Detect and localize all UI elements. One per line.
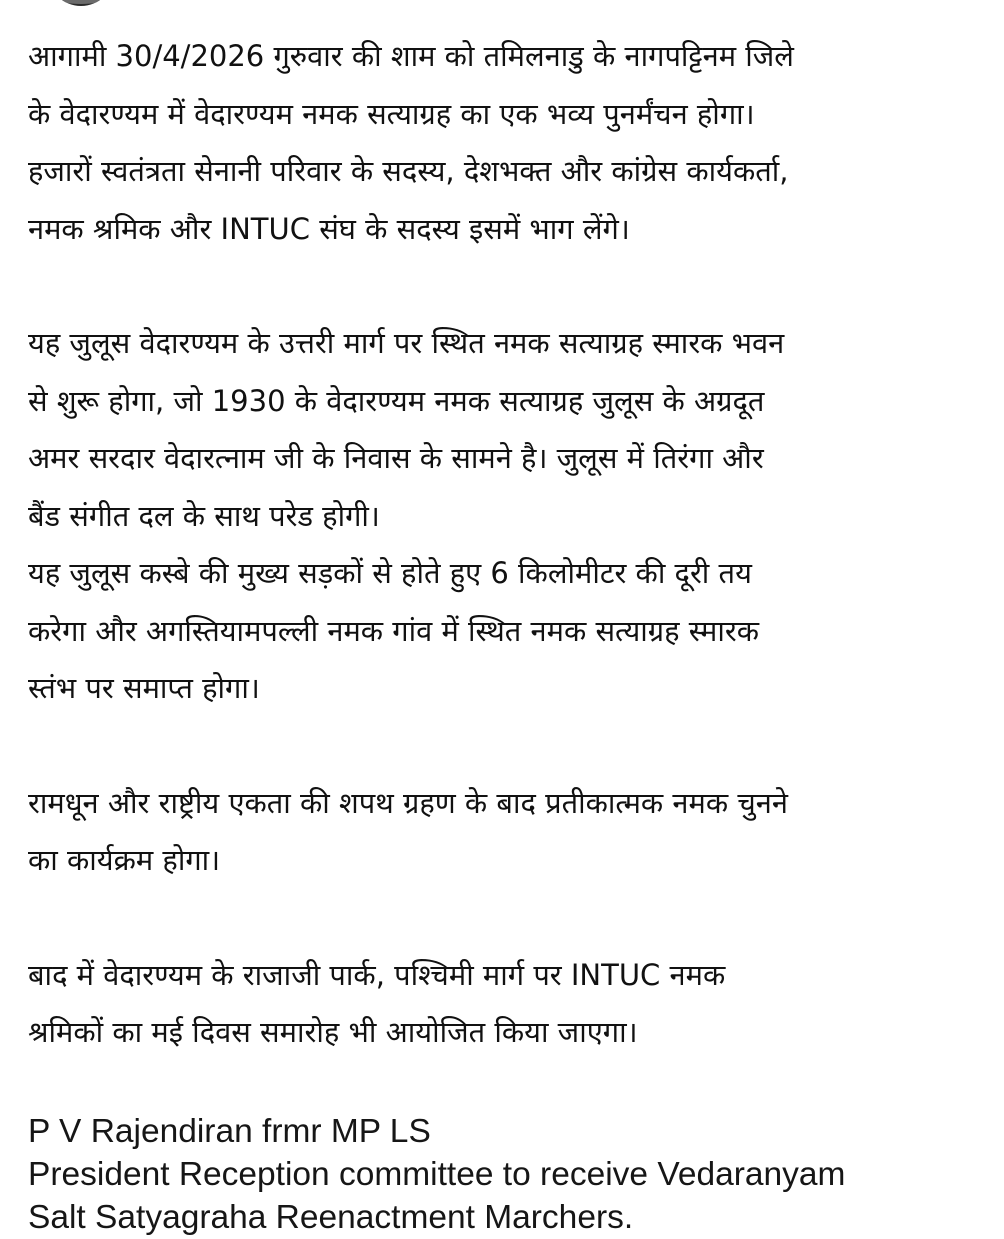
- paragraph-spacer: [28, 258, 983, 315]
- paragraph-may-day: बाद में वेदारण्यम के राजाजी पार्क, पश्चिमी मार्ग पर INTUC नमक श्रमिकों का मई दिवस समारोह भी आयोजित किया जाएगा।: [28, 957, 726, 1049]
- paragraph-spacer: [28, 890, 983, 947]
- avatar[interactable]: [48, 0, 114, 6]
- paragraph-ceremony: रामधून और राष्ट्रीय एकता की शपथ ग्रहण के बाद प्रतीकात्मक नमक चुनने का कार्यक्रम होगा।: [28, 785, 788, 877]
- post-body: [28, 28, 983, 1239]
- signature-block: P V Rajendiran frmr MP LS President Reception committee to receive Vedaranyam Salt Satyagraha Reenactment Marchers.: [28, 1112, 846, 1236]
- paragraph-spacer: [28, 718, 983, 775]
- paragraph-announcement: आगामी 30/4/2026 गुरुवार की शाम को तमिलनाडु के नागपट्टिनम जिले के वेदारण्यम में वेदारण्यम नमक सत्याग्रह का एक भव्य पुनर्मंचन होगा। हजारों स्वतंत्रता सेनानी परिवार के सदस्य, देशभक्त और कांग्रेस कार्यकर्ता, नमक श्रमिक और INTUC संघ के सदस्य इसमें भाग लेंगे।: [28, 39, 794, 246]
- paragraph-spacer: [28, 1062, 983, 1110]
- paragraph-procession-route: यह जुलूस वेदारण्यम के उत्तरी मार्ग पर स्थित नमक सत्याग्रह स्मारक भवन से शुरू होगा, जो 1930 के वेदारण्यम नमक सत्याग्रह जुलूस के अग्रदूत अमर सरदार वेदारत्नाम जी के निवास के सामने है। जुलूस में तिरंगा और बैंड संगीत दल के साथ परेड होगी। यह जुलूस कस्बे की मुख्य सड़कों से होते हुए 6 किलोमीटर की दूरी तय करेगा और अगस्तियामपल्ली नमक गांव में स्थित नमक सत्याग्रह स्मारक स्तंभ पर समाप्त होगा।: [28, 326, 785, 705]
